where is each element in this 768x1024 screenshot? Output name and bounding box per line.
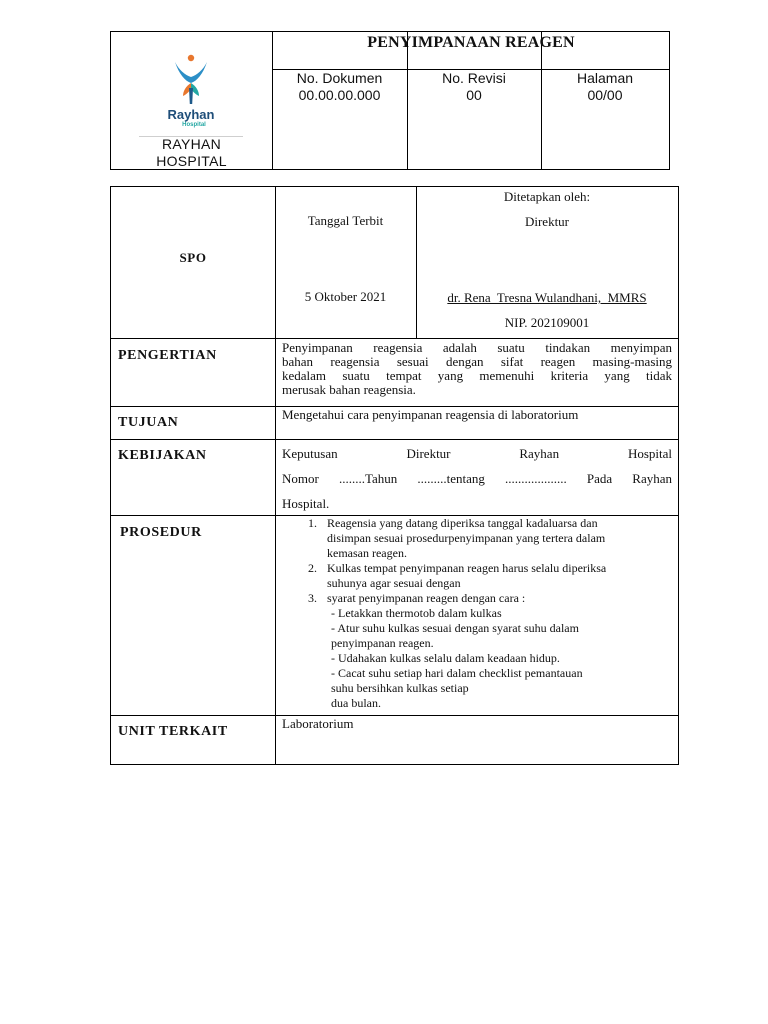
tujuan-label: TUJUAN — [118, 415, 179, 430]
hospital-name — [111, 136, 272, 170]
prosedur-line: - Udahakan kulkas selalu dalam keadaan hidup. — [331, 651, 560, 665]
logo-sub-text: Hospital — [182, 122, 206, 128]
prosedur-item — [299, 516, 679, 561]
page-cell — [541, 70, 669, 104]
pengertian-line: bahan reagensia sesuai dengan sifat reagen masing-masing — [282, 354, 672, 369]
table-divider — [275, 187, 276, 764]
kebijakan-text — [282, 441, 672, 516]
revision-label: No. Revisi — [442, 70, 506, 86]
prosedur-line: syarat penyimpanan reagen dengan cara : — [327, 591, 526, 605]
prosedur-line: - Atur suhu kulkas sesuai dengan syarat suhu dalam — [331, 621, 579, 635]
prosedur-line: dua bulan. — [331, 696, 381, 710]
prosedur-line: penyimpanan reagen. — [331, 636, 434, 650]
pengertian-line: merusak bahan reagensia. — [282, 382, 416, 397]
issued-date-value: 5 Oktober 2021 — [304, 289, 387, 304]
table-divider — [111, 715, 678, 716]
approver-role: Direktur — [524, 214, 570, 229]
kebijakan-line: Nomor ........Tahun .........tentang ................... Pada Rayhan — [282, 471, 672, 486]
document-title: PENYIMPANAAN REAGEN — [367, 34, 575, 51]
unit-terkait-label: UNIT TERKAIT — [118, 724, 228, 739]
prosedur-line: suhu bersihkan kulkas setiap — [331, 681, 469, 695]
prosedur-list — [299, 516, 679, 711]
page-label: Halaman — [576, 70, 634, 86]
approver-nip: NIP. 202109001 — [504, 315, 590, 330]
prosedur-line: - Letakkan thermotob dalam kulkas — [331, 606, 502, 620]
approved-by-label: Ditetapkan oleh: — [503, 189, 591, 204]
pengertian-line: kedalam suatu tempat yang memenuhi kriteria yang tidak — [282, 368, 672, 383]
prosedur-item — [299, 591, 679, 711]
spo-label: SPO — [179, 250, 207, 265]
prosedur-item — [299, 561, 679, 591]
tujuan-text: Mengetahui cara penyimpanan reagensia di laboratorium — [282, 407, 579, 422]
pengertian-line: Penyimpanan reagensia adalah suatu tindakan menyimpan — [282, 340, 672, 355]
kebijakan-line: Keputusan Direktur Rayhan Hospital — [282, 446, 672, 461]
prosedur-line: disimpan sesuai prosedurpenyimpanan yang tertera dalam — [327, 531, 606, 545]
prosedur-line: suhunya agar sesuai dengan — [327, 576, 461, 590]
logo-brand-text: Rayhan — [167, 107, 215, 122]
hospital-name-line1: RAYHAN — [161, 136, 222, 152]
table-divider — [111, 338, 678, 339]
revision-cell — [407, 70, 541, 104]
prosedur-line: Reagensia yang datang diperiksa tanggal kadaluarsa dan — [327, 516, 598, 530]
spo-table — [110, 186, 679, 765]
table-divider — [111, 439, 678, 440]
doc-number-cell — [272, 70, 407, 104]
prosedur-line: kemasan reagen. — [327, 546, 407, 560]
doc-number-value: 00.00.00.000 — [298, 87, 381, 103]
document-header — [110, 31, 670, 170]
issued-date-label: Tanggal Terbit — [307, 213, 384, 228]
doc-number-label: No. Dokumen — [296, 70, 383, 86]
kebijakan-line: Hospital. — [282, 496, 330, 511]
unit-terkait-text: Laboratorium — [282, 716, 354, 731]
prosedur-line: Kulkas tempat penyimpanan reagen harus selalu diperiksa — [327, 561, 607, 575]
prosedur-item-number: 1. — [308, 516, 317, 530]
page-value: 00/00 — [587, 87, 623, 103]
prosedur-label: PROSEDUR — [120, 525, 202, 540]
pengertian-label: PENGERTIAN — [118, 348, 217, 363]
approver-name: dr. Rena Tresna Wulandhani, MMRS — [447, 290, 647, 305]
hospital-logo — [139, 48, 243, 136]
revision-value: 00 — [466, 87, 482, 103]
prosedur-line: - Cacat suhu setiap hari dalam checklist pemantauan — [331, 666, 583, 680]
pengertian-text — [282, 341, 672, 397]
prosedur-item-number: 3. — [308, 591, 317, 605]
hospital-name-line2: HOSPITAL — [156, 153, 227, 169]
prosedur-item-number: 2. — [308, 561, 317, 575]
kebijakan-label: KEBIJAKAN — [118, 448, 207, 463]
